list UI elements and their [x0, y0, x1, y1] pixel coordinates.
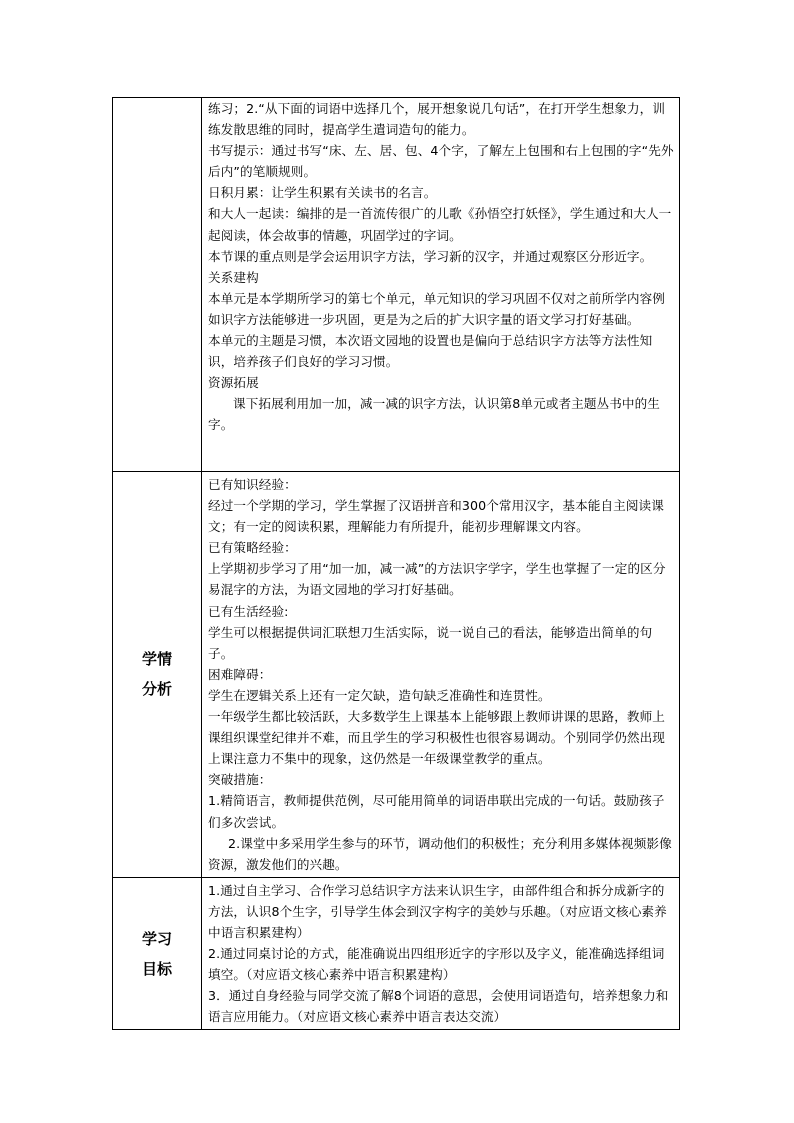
content-line: 书写提示：通过书写“床、左、居、包、4个字，了解左上包围和右上包围的字“先外后内”的笔顺规则。 [208, 143, 674, 180]
row-label [113, 472, 202, 878]
content-line: 学生可以根据提供词汇联想刀生活实际，说一说自己的看法，能够造出简单的句子。 [208, 624, 653, 661]
section-heading: 已有策略经验： [208, 540, 297, 556]
row-unit-content [113, 98, 680, 472]
row-content [202, 472, 680, 878]
content-line: 2.课堂中多采用学生参与的环节，调动他们的积极性；充分利用多媒体视频影像资源，激发他们的兴趣。 [208, 835, 672, 872]
row-content [202, 877, 680, 1030]
content-line: 日积月累：让学生积累有关读书的名言。 [208, 185, 437, 201]
row-label-line: 学习 [141, 929, 172, 948]
content-line: 1.精简语言，教师提供范例，尽可能用简单的词语串联出完成的一句话。鼓励孩子们多次尝试。 [208, 793, 665, 830]
lesson-plan-table [112, 97, 680, 1030]
row-label-empty [113, 98, 202, 472]
section-heading: 突破措施： [208, 772, 272, 788]
row-label [113, 877, 202, 1030]
content-line: 学生在逻辑关系上还有一定欠缺，造句缺乏准确性和连贯性。 [208, 687, 551, 703]
content-line: 一年级学生都比较活跃，大多数学生上课基本上能够跟上教师讲课的思路，教师上课组织课堂纪律并不难，而且学生的学习积极性也很容易调动。个别同学仍然出现上课注意力不集中的现象，这仍然是一年级课堂教学的重点。 [208, 709, 665, 767]
objective-line: 3．通过自身经验与同学交流了解8个词语的意思，会使用词语造句，培养想象力和语言应用能力。（对应语文核心素养中语言表达交流） [208, 988, 669, 1025]
section-heading: 关系建构 [208, 269, 259, 285]
row-student-analysis [113, 472, 680, 878]
content-line: 本节课的重点则是学会运用识字方法，学习新的汉字，并通过观察区分形近字。 [208, 248, 653, 264]
content-line: 课下拓展利用加一加，减一减的识字方法，认识第8单元或者主题丛书中的生字。 [208, 396, 661, 433]
row-label-line: 分析 [141, 680, 172, 699]
content-line: 上学期初步学习了用“加一加，减一减”的方法识字学字，学生也掌握了一定的区分易混字的方法，为语文园地的学习打好基础。 [208, 561, 666, 598]
row-label-line: 目标 [141, 959, 172, 978]
content-line: 本单元是本学期所学习的第七个单元，单元知识的学习巩固不仅对之前所学内容例如识字方法能够进一步巩固，更是为之后的扩大识字量的语文学习打好基础。 [208, 290, 665, 327]
row-content [202, 98, 680, 472]
content-line: 和大人一起读：编排的是一首流传很广的儿歌《孙悟空打妖怪》，学生通过和大人一起阅读，体会故事的情趣，巩固学过的字词。 [208, 206, 672, 243]
row-label-line: 学情 [141, 650, 172, 669]
objective-line: 2.通过同桌讨论的方式，能准确说出四组形近字的字形以及字义，能准确选择组词填空。（对应语文核心素养中语言积累建构） [208, 946, 665, 983]
row-learning-objectives [113, 877, 680, 1030]
content-line: 本单元的主题是习惯，本次语文园地的设置也是偏向于总结识字方法等方法性知识，培养孩子们良好的学习习惯。 [208, 333, 653, 370]
content-line: 经过一个学期的学习，学生掌握了汉语拼音和300个常用汉字，基本能自主阅读课文；有一定的阅读积累，理解能力有所提升，能初步理解课文内容。 [208, 498, 664, 535]
section-heading: 困难障碍： [208, 666, 272, 682]
section-heading: 已有生活经验: [208, 603, 289, 619]
section-heading: 资源拓展 [208, 375, 259, 391]
objective-line: 1.通过自主学习、合作学习总结识字方法来认识生字，由部件组合和拆分成新字的方法，认识8个生字，引导学生体会到汉字构字的美妙与乐趣。（对应语文核心素养中语言积累建构） [208, 882, 667, 940]
content-line: 练习；2.“从下面的词语中选择几个，展开想象说几句话”，在打开学生想象力，训练发散思维的同时，提高学生遣词造句的能力。 [208, 101, 666, 138]
section-heading: 已有知识经验： [208, 477, 297, 492]
